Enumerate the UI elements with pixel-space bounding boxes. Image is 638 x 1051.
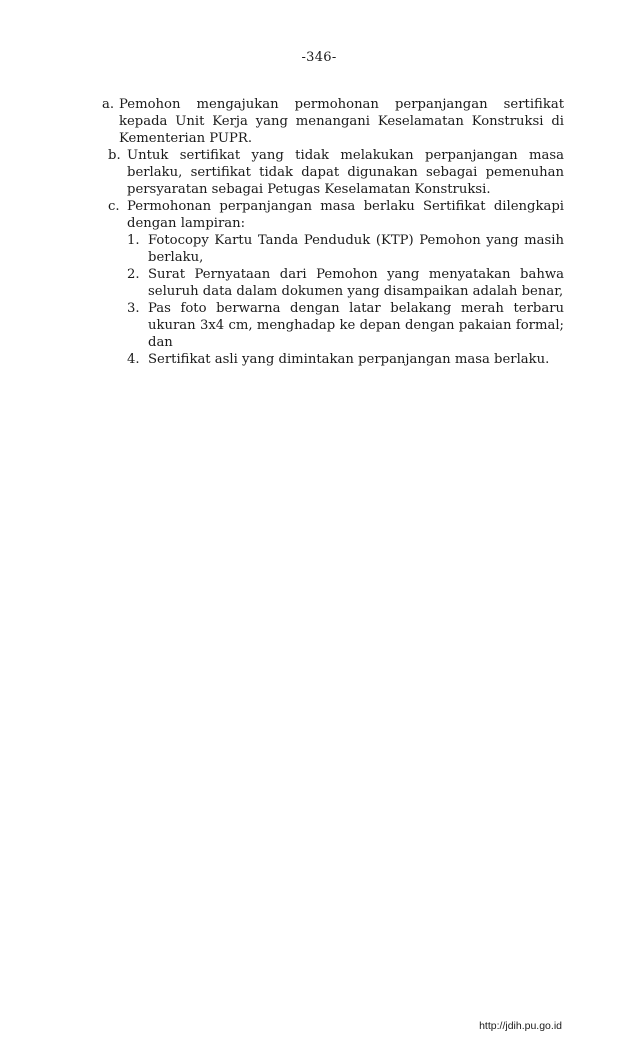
attachment-list [127, 232, 564, 368]
attachment-item-2 [127, 266, 564, 300]
list-item-text: Pemohon mengajukan permohonan perpanjangan sertifikat kepada Unit Kerja yang menangani Keselamatan Konstruksi di Kementerian PUPR. [119, 97, 564, 146]
sublist-item-text: Fotocopy Kartu Tanda Penduduk (KTP) Pemohon yang masih berlaku, [148, 233, 564, 265]
list-item-text: Permohonan perpanjangan masa berlaku Sertifikat dilengkapi dengan lampiran: [127, 199, 564, 231]
attachment-item-4 [127, 351, 564, 368]
footer-url[interactable]: http://jdih.pu.go.id [479, 1020, 562, 1032]
page-number: -346- [301, 50, 337, 65]
sublist-item-text: Pas foto berwarna dengan latar belakang merah terbaru ukuran 3x4 cm, menghadap ke depan dengan pakaian formal; dan [148, 301, 564, 350]
attachment-item-3 [127, 300, 564, 351]
sublist-marker: 4. [127, 352, 140, 367]
list-marker: c. [108, 199, 120, 214]
list-marker: a. [102, 97, 115, 112]
sublist-marker: 2. [127, 267, 140, 282]
sublist-marker: 1. [127, 233, 140, 248]
list-item-b [96, 147, 564, 198]
list-marker: b. [108, 148, 121, 163]
list-item-a [96, 96, 564, 147]
sublist-item-text: Surat Pernyataan dari Pemohon yang menyatakan bahwa seluruh data dalam dokumen yang disampaikan adalah benar, [148, 267, 564, 299]
list-item-text: Untuk sertifikat yang tidak melakukan perpanjangan masa berlaku, sertifikat tidak dapat digunakan sebagai pemenuhan persyaratan sebagai Petugas Keselamatan Konstruksi. [127, 148, 564, 197]
attachment-item-1 [127, 232, 564, 266]
sublist-marker: 3. [127, 301, 140, 316]
list-item-c [96, 198, 564, 368]
document-body [96, 96, 564, 368]
sublist-item-text: Sertifikat asli yang dimintakan perpanjangan masa berlaku. [148, 352, 550, 367]
